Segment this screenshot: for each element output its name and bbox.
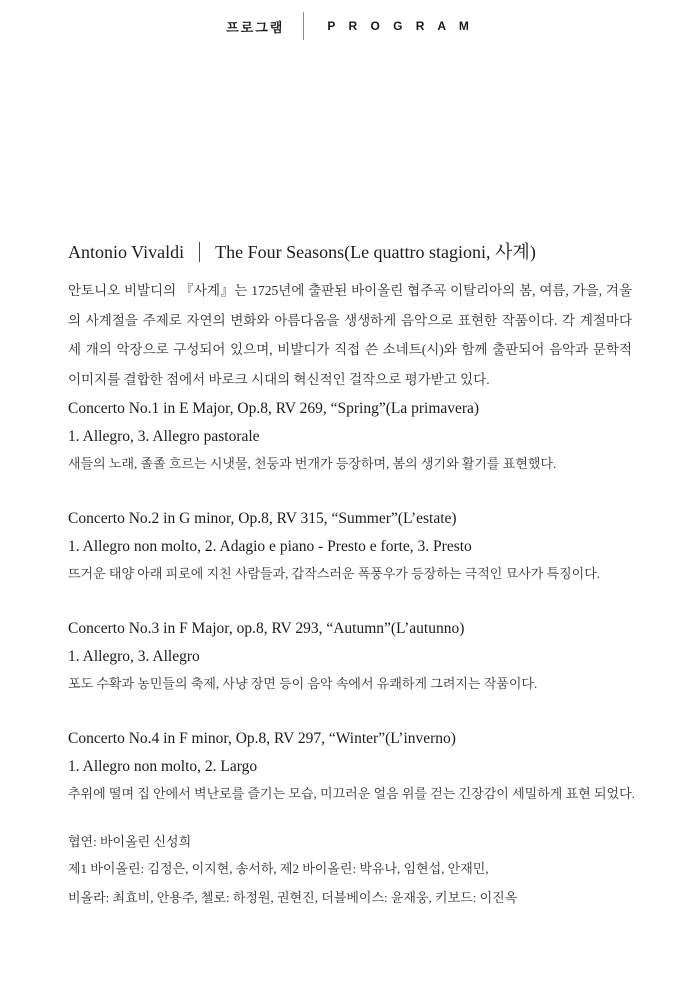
concerto-description: 새들의 노래, 졸졸 흐르는 시냇물, 천둥과 번개가 등장하며, 봄의 생기와 활기를 표현했다. (68, 456, 557, 471)
concerto-title: Concerto No.3 in F Major, op.8, RV 293, “Autumn”(L’autunno) (68, 620, 465, 637)
work-intro: 안토니오 비발디의 『사계』는 1725년에 출판된 바이올린 협주곡 이탈리아의 봄, 여름, 가을, 겨울의 사계절을 주제로 자연의 변화와 아름다움을 생생하게 음악으로 표현한 작품이다. 각 계절마다 세 개의 악장으로 구성되어 있으며, 비발디가 직접 쓴 소네트(시)와 함께 출판되어 음악과 문학적 이미지를 결합한 점에서 바로크 시대의 혁신적인 걸작으로 평가받고 있다. (68, 283, 632, 387)
title-divider (199, 242, 200, 262)
concerto-title: Concerto No.2 in G minor, Op.8, RV 315, “Summer”(L’estate) (68, 510, 457, 527)
header-title-korean: 프로그램 (226, 19, 285, 35)
header-title-english: P R O G R A M (327, 19, 474, 33)
concerto-movements: 1. Allegro, 3. Allegro (68, 648, 200, 665)
concerto-movements: 1. Allegro non molto, 2. Adagio e piano - Presto e forte, 3. Presto (68, 538, 472, 555)
concerto-description: 포도 수확과 농민들의 축제, 사냥 장면 등이 음악 속에서 유쾌하게 그려지는 작품이다. (68, 676, 538, 691)
concerto-section-4 (68, 726, 635, 804)
concerto-movements: 1. Allegro, 3. Allegro pastorale (68, 428, 260, 445)
concerto-title: Concerto No.4 in F minor, Op.8, RV 297, “Winter”(L’inverno) (68, 730, 456, 747)
concerto-description: 추위에 떨며 집 안에서 벽난로를 즐기는 모습, 미끄러운 얼음 위를 걷는 긴장감이 세밀하게 표현 되었다. (68, 786, 635, 801)
concerto-description: 뜨거운 태양 아래 피로에 지친 사람들과, 갑작스러운 폭풍우가 등장하는 극적인 묘사가 특징이다. (68, 566, 601, 581)
concerto-title: Concerto No.1 in E Major, Op.8, RV 269, “Spring”(La primavera) (68, 400, 480, 417)
soloist-line: 협연: 바이올린 신성희 (68, 834, 192, 849)
concerto-section-1 (68, 396, 632, 474)
players-line-1: 제1 바이올린: 김정은, 이지현, 송서하, 제2 바이올린: 박유나, 임현섭, 안재민, (68, 861, 489, 876)
work-name: The Four Seasons(Le quattro stagioni, 사계) (215, 242, 536, 262)
concerto-section-3 (68, 616, 632, 694)
work-title (68, 238, 632, 264)
players-line-2: 비올라: 최효비, 안용주, 첼로: 하정원, 권현진, 더블베이스: 윤재웅, 키보드: 이진옥 (68, 890, 518, 905)
composer-name: Antonio Vivaldi (68, 242, 185, 262)
concerto-movements: 1. Allegro non molto, 2. Largo (68, 758, 258, 775)
credits (68, 832, 632, 912)
concerto-section-2 (68, 506, 632, 584)
program-content (68, 0, 635, 992)
